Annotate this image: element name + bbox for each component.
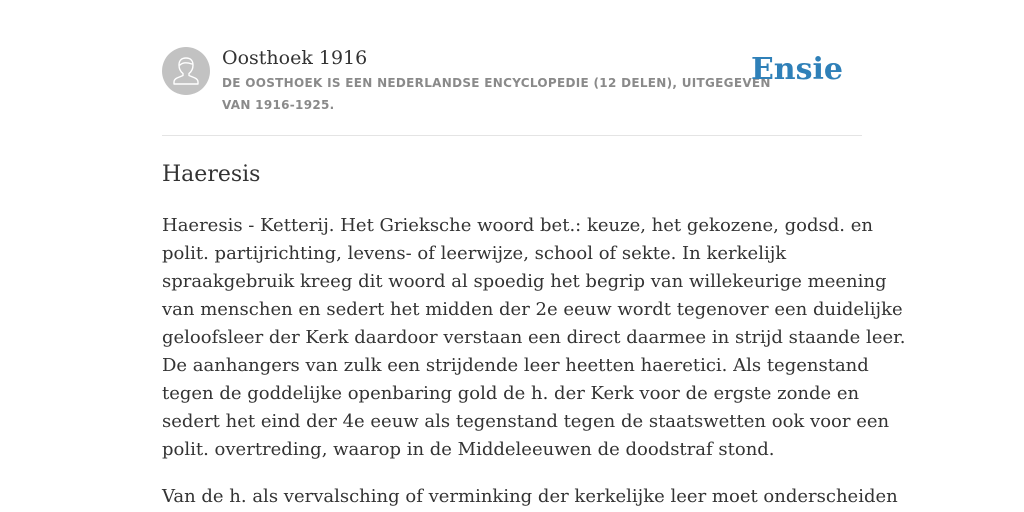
paragraph-line: Van de h. als vervalsching of verminking der kerkelijke leer moet onderscheiden bbox=[162, 486, 898, 507]
user-avatar-icon[interactable] bbox=[162, 47, 210, 95]
article-paragraph bbox=[162, 212, 906, 464]
paragraph-line: De aanhangers van zulk een strijdende leer heetten haeretici. Als tegenstand bbox=[162, 355, 869, 376]
paragraph-line: spraakgebruik kreeg dit woord al spoedig het begrip van willekeurige meening bbox=[162, 271, 887, 292]
source-header bbox=[162, 46, 862, 116]
header-divider bbox=[162, 135, 862, 136]
paragraph-line: sedert het eind der 4e eeuw als tegenstand tegen de staatswetten ook voor een bbox=[162, 411, 890, 432]
article-body bbox=[162, 212, 906, 512]
source-description-line: VAN 1916-1925. bbox=[222, 98, 335, 112]
paragraph-line: geloofsleer der Kerk daardoor verstaan een direct daarmee in strijd staande leer. bbox=[162, 327, 906, 348]
paragraph-line: Haeresis - Ketterij. Het Grieksche woord bet.: keuze, het gekozene, godsd. en bbox=[162, 215, 873, 236]
paragraph-line: polit. overtreding, waarop in de Middeleeuwen de doodstraf stond. bbox=[162, 439, 775, 460]
article-title: Haeresis bbox=[162, 162, 261, 187]
source-description-line: DE OOSTHOEK IS EEN NEDERLANDSE ENCYCLOPEDIE (12 DELEN), UITGEGEVEN bbox=[222, 76, 771, 90]
source-title[interactable]: Oosthoek 1916 bbox=[222, 47, 368, 69]
paragraph-line: polit. partijrichting, levens- of leerwijze, school of sekte. In kerkelijk bbox=[162, 243, 787, 264]
article-paragraph bbox=[162, 483, 898, 511]
paragraph-line: tegen de goddelijke openbaring gold de h. der Kerk voor de ergste zonde en bbox=[162, 383, 860, 404]
ensie-logo[interactable]: Ensie bbox=[750, 52, 843, 87]
source-description bbox=[222, 72, 771, 116]
paragraph-line: van menschen en sedert het midden der 2e eeuw wordt tegenover een duidelijke bbox=[162, 299, 903, 320]
user-silhouette-icon bbox=[162, 47, 210, 95]
